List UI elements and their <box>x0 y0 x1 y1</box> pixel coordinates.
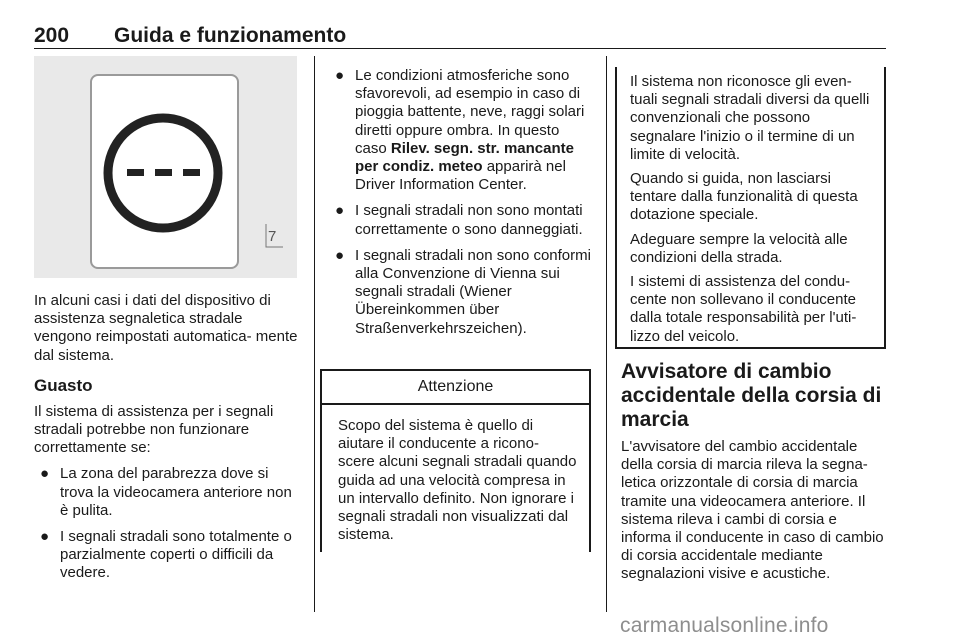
page-header <box>34 6 886 46</box>
warning-title: Attenzione <box>322 369 589 405</box>
column-divider <box>314 56 315 612</box>
guasto-body: Il sistema di assistenza per i segnali stradali potrebbe non funzionare correttamente se: <box>34 402 274 457</box>
bullet-icon: ● <box>40 465 50 483</box>
list-item: ● I segnali stradali non sono montati correttamente o sono danneggiati. <box>335 202 583 238</box>
list-item: ● La zona del parabrezza dove si trova la videocamera anteriore non è pulita. <box>40 465 292 519</box>
figure-number: 7 <box>268 228 277 245</box>
column-1 <box>34 292 300 583</box>
intro-paragraph: In alcuni casi i dati del dispositivo di assistenza segnaletica stradale vengono reimpostati automatica- mente dal sistema. <box>34 292 298 364</box>
list-item: ● Le condizioni atmosferiche sono sfavorevoli, ad esempio in caso di pioggia battente, neve, raggi solari diretti oppure ombra. In questo caso Rilev. segn. str. mancante per condiz. meteo apparirà nel Driver Information Center. <box>335 67 585 194</box>
section-body: L'avvisatore del cambio accidentale della corsia di marcia rileva la segna- letica orizzontale di corsia di marcia tramite una videocamera anteriore. Il sistema rileva i cambi di corsia e informa il conducente in caso di cambio di corsia accidentale mediante segnalazioni visive e acustiche. <box>621 438 884 583</box>
bullet-icon: ● <box>335 246 345 264</box>
bullet-icon: ● <box>335 202 345 220</box>
note-paragraph: Il sistema non riconosce gli even- tuali segnali stradali diversi da quelli convenzionali che possono segnalare l'inizio o il termine di un limite di velocità. <box>630 73 870 163</box>
sign-figure <box>34 56 297 278</box>
page-title: Guida e funzionamento <box>114 24 347 47</box>
note-box <box>615 67 886 349</box>
header-rule <box>34 48 886 49</box>
column-divider <box>606 56 607 612</box>
page-number: 200 <box>34 24 70 47</box>
list-item: ● I segnali stradali sono totalmente o parzialmente coperti o difficili da vedere. <box>40 528 292 582</box>
list-item: ● I segnali stradali non sono conformi alla Convenzione di Vienna sui segnali stradali (Wiener Übereinkommen über Straßenverkehrszeichen). <box>335 246 591 337</box>
cluster-display <box>90 74 239 269</box>
figure-number-tag <box>264 223 286 249</box>
guasto-bullet-list <box>34 465 300 582</box>
warning-box <box>320 369 591 552</box>
bullet-icon: ● <box>40 528 50 546</box>
section-title: Avvisatore di cambio accidentale della corsia di marcia <box>621 360 882 431</box>
display-message: Rilev. segn. str. mancante per condiz. meteo <box>355 139 574 176</box>
note-paragraph: I sistemi di assistenza del condu- cente non sollevano il conducente dalla totale responsabilità per l'uti- lizzo del veicolo. <box>630 273 857 345</box>
note-paragraph: Quando si guida, non lasciarsi tentare dalla funzionalità di questa dotazione speciale. <box>630 170 858 224</box>
heading-guasto: Guasto <box>34 375 93 395</box>
watermark: carmanualsonline.info <box>620 614 829 637</box>
bullet-icon: ● <box>335 67 345 84</box>
column-2 <box>329 67 591 338</box>
warning-text: Scopo del sistema è quello di aiutare il conducente a ricono- scere alcuni segnali stradali quando guida ad una velocità compresa in un intervallo definito. Non ignorare i segnali stradali non visualizzati dal sistema. <box>338 417 577 544</box>
no-speed-limit-sign-icon <box>92 76 237 267</box>
lane-departure-section <box>621 360 887 584</box>
note-paragraph: Adeguare sempre la velocità alle condizioni della strada. <box>630 230 848 266</box>
